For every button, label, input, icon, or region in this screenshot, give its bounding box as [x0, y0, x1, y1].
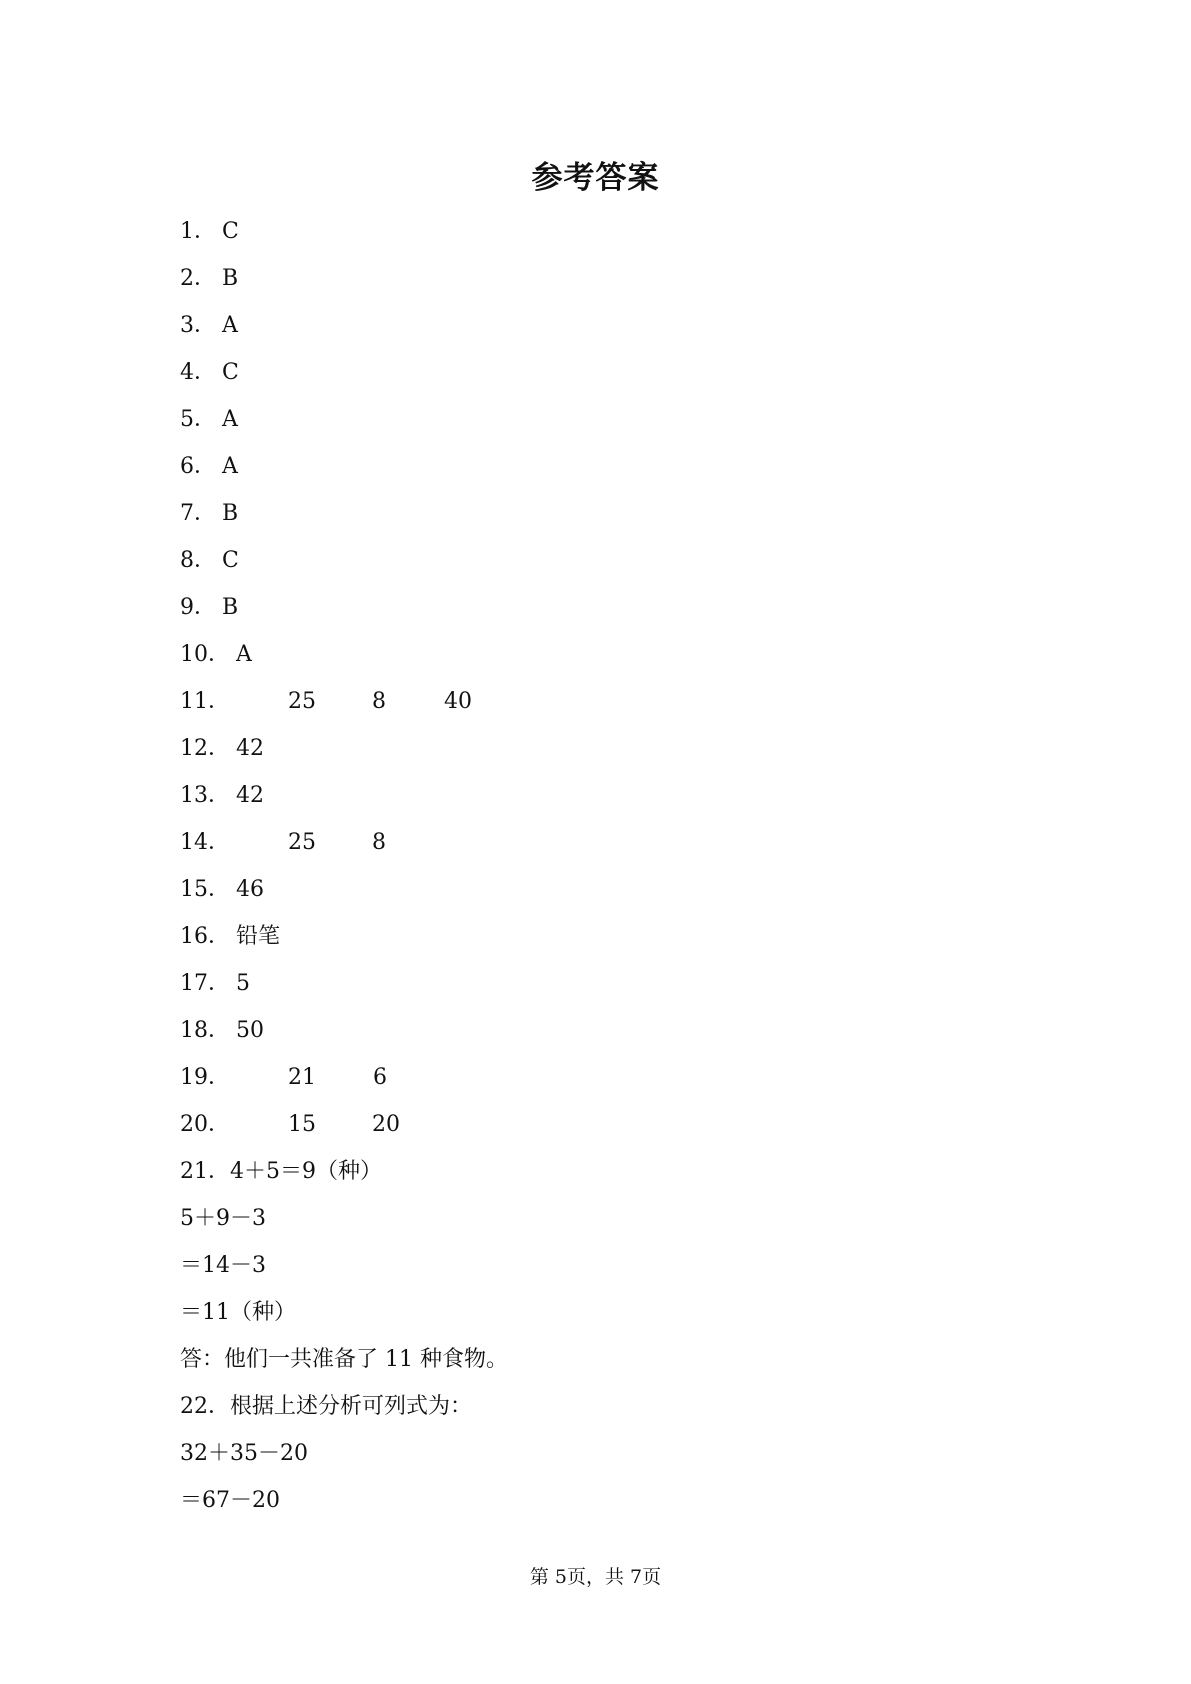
answer-value: C [222, 219, 239, 244]
question-number: 2． [180, 266, 216, 291]
answer-row [180, 546, 239, 576]
answer-row [180, 1016, 264, 1046]
solution-line: ＝67－20 [180, 1488, 280, 1513]
answer-row [180, 405, 238, 435]
solution-line: 32＋35－20 [180, 1441, 308, 1466]
question-number: 11． [180, 689, 230, 714]
question-number: 16． [180, 924, 230, 949]
answer-row [180, 311, 238, 341]
answer-value: B [222, 501, 239, 526]
question-number: 1． [180, 219, 216, 244]
page-title: 参考答案 [531, 160, 660, 196]
answer-row [180, 593, 238, 623]
question-number: 20． [180, 1112, 230, 1137]
blank-answer: 21 [288, 1065, 316, 1090]
answer-row [180, 1110, 580, 1140]
solution-line: 21．4＋5＝9（种） [180, 1159, 382, 1184]
answer-row [180, 922, 280, 952]
answer-row [180, 734, 264, 764]
answer-value: B [222, 266, 239, 291]
answer-value: A [222, 407, 238, 432]
answer-row [180, 452, 238, 482]
answer-value: A [222, 313, 238, 338]
solution-line: ＝11（种） [180, 1300, 296, 1325]
answer-value: 42 [236, 736, 264, 761]
question-number: 3． [180, 313, 216, 338]
answer-row [180, 640, 252, 670]
answer-row [180, 358, 239, 388]
answer-row [180, 264, 238, 294]
answer-value: A [222, 454, 238, 479]
answer-row [180, 687, 580, 717]
answer-row [180, 499, 238, 529]
question-number: 9． [180, 595, 216, 620]
answer-value: 50 [236, 1018, 264, 1043]
answer-value: B [222, 595, 239, 620]
solution-answer: 答：他们一共准备了 11 种食物。 [180, 1347, 508, 1372]
blank-answer: 40 [444, 689, 472, 714]
answer-row [180, 1063, 580, 1093]
answer-value: C [222, 360, 239, 385]
answer-row [180, 781, 264, 811]
blank-answer: 25 [288, 689, 316, 714]
answer-value: 5 [236, 971, 250, 996]
solution-line: 5＋9－3 [180, 1206, 266, 1231]
blank-answer: 20 [372, 1112, 400, 1137]
answer-value: A [236, 642, 252, 667]
solution-line: ＝14－3 [180, 1253, 266, 1278]
question-number: 15． [180, 877, 230, 902]
answer-row [180, 875, 264, 905]
question-number: 7． [180, 501, 216, 526]
blank-answer: 25 [288, 830, 316, 855]
page-footer: 第 5页，共 7页 [529, 1566, 662, 1588]
answer-value: C [222, 548, 239, 573]
answer-value: 46 [236, 877, 264, 902]
blank-answer: 8 [372, 830, 386, 855]
question-number: 6． [180, 454, 216, 479]
question-number: 13． [180, 783, 230, 808]
question-number: 8． [180, 548, 216, 573]
answer-row [180, 217, 239, 247]
question-number: 4． [180, 360, 216, 385]
question-number: 17． [180, 971, 230, 996]
solution-line: 22．根据上述分析可列式为： [180, 1394, 472, 1419]
question-number: 19． [180, 1065, 230, 1090]
answer-value: 42 [236, 783, 264, 808]
blank-answer: 8 [372, 689, 386, 714]
answer-row [180, 828, 580, 858]
blank-answer: 6 [373, 1065, 387, 1090]
answer-row [180, 969, 250, 999]
answer-value: 铅笔 [236, 924, 281, 949]
question-number: 10． [180, 642, 230, 667]
blank-answer: 15 [288, 1112, 316, 1137]
question-number: 12． [180, 736, 230, 761]
question-number: 18． [180, 1018, 230, 1043]
question-number: 14． [180, 830, 230, 855]
question-number: 5． [180, 407, 216, 432]
